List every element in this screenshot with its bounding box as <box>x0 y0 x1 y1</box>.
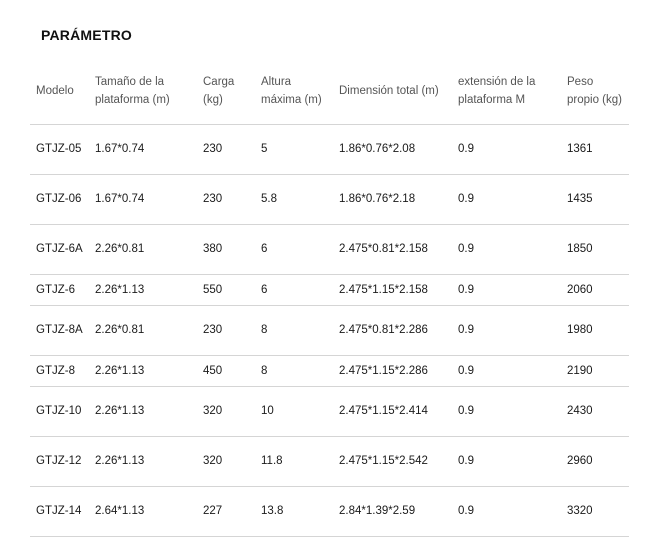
cell-altura: 5 <box>255 125 333 175</box>
cell-tamano: 2.26*0.81 <box>89 225 197 275</box>
cell-altura: 10 <box>255 387 333 437</box>
cell-extension: 0.9 <box>452 225 561 275</box>
table-row <box>30 387 629 437</box>
cell-carga: 230 <box>197 175 255 225</box>
cell-dimension: 2.475*1.15*2.286 <box>333 356 452 387</box>
cell-peso: 2430 <box>561 387 629 437</box>
cell-altura: 11.8 <box>255 437 333 487</box>
cell-extension: 0.9 <box>452 175 561 225</box>
cell-altura: 6 <box>255 275 333 306</box>
cell-modelo: GTJZ-14 <box>30 487 89 537</box>
cell-modelo: GTJZ-10 <box>30 387 89 437</box>
cell-modelo: GTJZ-12 <box>30 437 89 487</box>
cell-tamano: 2.64*1.13 <box>89 487 197 537</box>
cell-carga: 450 <box>197 356 255 387</box>
cell-carga: 380 <box>197 225 255 275</box>
table-row <box>30 125 629 175</box>
cell-extension: 0.9 <box>452 306 561 356</box>
section-title: PARÁMETRO <box>41 27 132 43</box>
table-row <box>30 275 629 306</box>
cell-peso: 3320 <box>561 487 629 537</box>
table-row <box>30 437 629 487</box>
cell-tamano: 2.26*1.13 <box>89 356 197 387</box>
cell-peso: 2960 <box>561 437 629 487</box>
cell-altura: 13.8 <box>255 487 333 537</box>
cell-carga: 230 <box>197 306 255 356</box>
cell-peso: 1435 <box>561 175 629 225</box>
cell-dimension: 2.475*1.15*2.414 <box>333 387 452 437</box>
cell-dimension: 2.475*0.81*2.286 <box>333 306 452 356</box>
header-extension-plataforma: extensión de la plataforma M <box>452 58 561 125</box>
cell-carga: 320 <box>197 437 255 487</box>
cell-altura: 8 <box>255 306 333 356</box>
cell-tamano: 2.26*1.13 <box>89 387 197 437</box>
cell-carga: 230 <box>197 125 255 175</box>
header-altura-maxima: Altura máxima (m) <box>255 58 333 125</box>
header-dimension-total: Dimensión total (m) <box>333 58 452 125</box>
cell-peso: 1361 <box>561 125 629 175</box>
cell-tamano: 2.26*1.13 <box>89 437 197 487</box>
cell-modelo: GTJZ-6A <box>30 225 89 275</box>
cell-extension: 0.9 <box>452 125 561 175</box>
cell-altura: 8 <box>255 356 333 387</box>
table-header-row <box>30 58 629 125</box>
cell-peso: 1980 <box>561 306 629 356</box>
table-row <box>30 175 629 225</box>
cell-dimension: 1.86*0.76*2.18 <box>333 175 452 225</box>
header-tamano-plataforma: Tamaño de la plataforma (m) <box>89 58 197 125</box>
cell-modelo: GTJZ-6 <box>30 275 89 306</box>
cell-dimension: 2.475*1.15*2.542 <box>333 437 452 487</box>
cell-modelo: GTJZ-8A <box>30 306 89 356</box>
table-row <box>30 356 629 387</box>
cell-peso: 2060 <box>561 275 629 306</box>
header-peso-propio: Peso propio (kg) <box>561 58 629 125</box>
cell-peso: 1850 <box>561 225 629 275</box>
cell-extension: 0.9 <box>452 437 561 487</box>
cell-dimension: 2.84*1.39*2.59 <box>333 487 452 537</box>
cell-dimension: 2.475*0.81*2.158 <box>333 225 452 275</box>
cell-tamano: 1.67*0.74 <box>89 125 197 175</box>
cell-altura: 6 <box>255 225 333 275</box>
table-row <box>30 487 629 537</box>
cell-extension: 0.9 <box>452 487 561 537</box>
parameter-table <box>30 58 629 537</box>
cell-peso: 2190 <box>561 356 629 387</box>
header-modelo: Modelo <box>30 58 89 125</box>
cell-dimension: 1.86*0.76*2.08 <box>333 125 452 175</box>
cell-carga: 227 <box>197 487 255 537</box>
cell-extension: 0.9 <box>452 275 561 306</box>
cell-extension: 0.9 <box>452 387 561 437</box>
cell-modelo: GTJZ-05 <box>30 125 89 175</box>
cell-modelo: GTJZ-06 <box>30 175 89 225</box>
cell-extension: 0.9 <box>452 356 561 387</box>
cell-tamano: 2.26*1.13 <box>89 275 197 306</box>
cell-altura: 5.8 <box>255 175 333 225</box>
table-row <box>30 306 629 356</box>
cell-tamano: 2.26*0.81 <box>89 306 197 356</box>
cell-dimension: 2.475*1.15*2.158 <box>333 275 452 306</box>
header-carga: Carga (kg) <box>197 58 255 125</box>
cell-modelo: GTJZ-8 <box>30 356 89 387</box>
cell-carga: 550 <box>197 275 255 306</box>
table-row <box>30 225 629 275</box>
cell-carga: 320 <box>197 387 255 437</box>
cell-tamano: 1.67*0.74 <box>89 175 197 225</box>
